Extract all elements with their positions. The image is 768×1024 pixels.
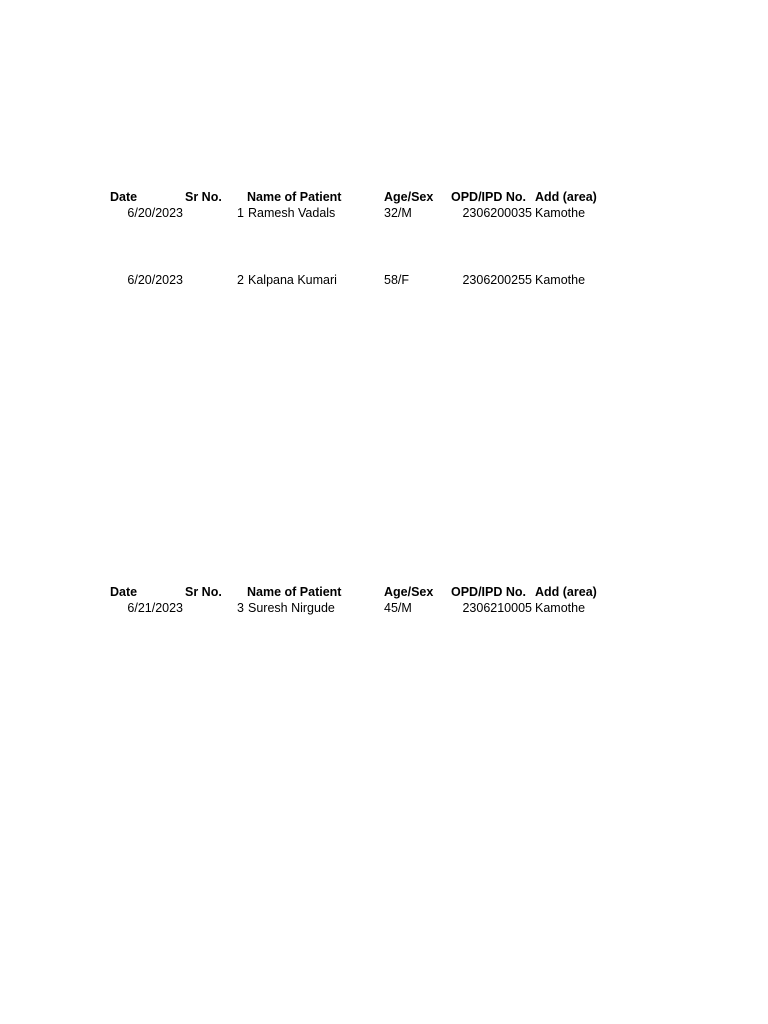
header-date: Date [110,585,138,599]
header-age-sex: Age/Sex [384,190,434,204]
header-opd-ipd-no: OPD/IPD No. [451,190,527,204]
header-address-area: Add (area) [535,190,597,204]
table-row [0,272,768,289]
header-name-of-patient: Name of Patient [247,585,342,599]
table-row [0,205,768,222]
cell-address-area: Kamothe [535,273,586,287]
cell-sr-no: 1 [237,206,244,220]
cell-age-sex: 32/M [384,206,412,220]
cell-patient-name: Kalpana Kumari [248,273,337,287]
cell-date: 6/20/2023 [127,206,183,220]
header-sr-no: Sr No. [185,190,222,204]
table-header-row [0,584,768,601]
header-opd-ipd-no: OPD/IPD No. [451,585,527,599]
cell-address-area: Kamothe [535,601,586,615]
table-header-row [0,189,768,206]
cell-age-sex: 45/M [384,601,412,615]
cell-date: 6/20/2023 [127,273,183,287]
header-age-sex: Age/Sex [384,585,434,599]
cell-age-sex: 58/F [384,273,410,287]
cell-address-area: Kamothe [535,206,586,220]
header-name-of-patient: Name of Patient [247,190,342,204]
header-address-area: Add (area) [535,585,597,599]
header-date: Date [110,190,138,204]
cell-opd-ipd-no: 2306200255 [462,273,532,287]
cell-date: 6/21/2023 [127,601,183,615]
cell-patient-name: Suresh Nirgude [248,601,335,615]
cell-sr-no: 2 [237,273,244,287]
cell-patient-name: Ramesh Vadals [248,206,336,220]
cell-opd-ipd-no: 2306210005 [462,601,532,615]
cell-opd-ipd-no: 2306200035 [462,206,532,220]
header-sr-no: Sr No. [185,585,222,599]
table-row [0,600,768,617]
cell-sr-no: 3 [237,601,244,615]
